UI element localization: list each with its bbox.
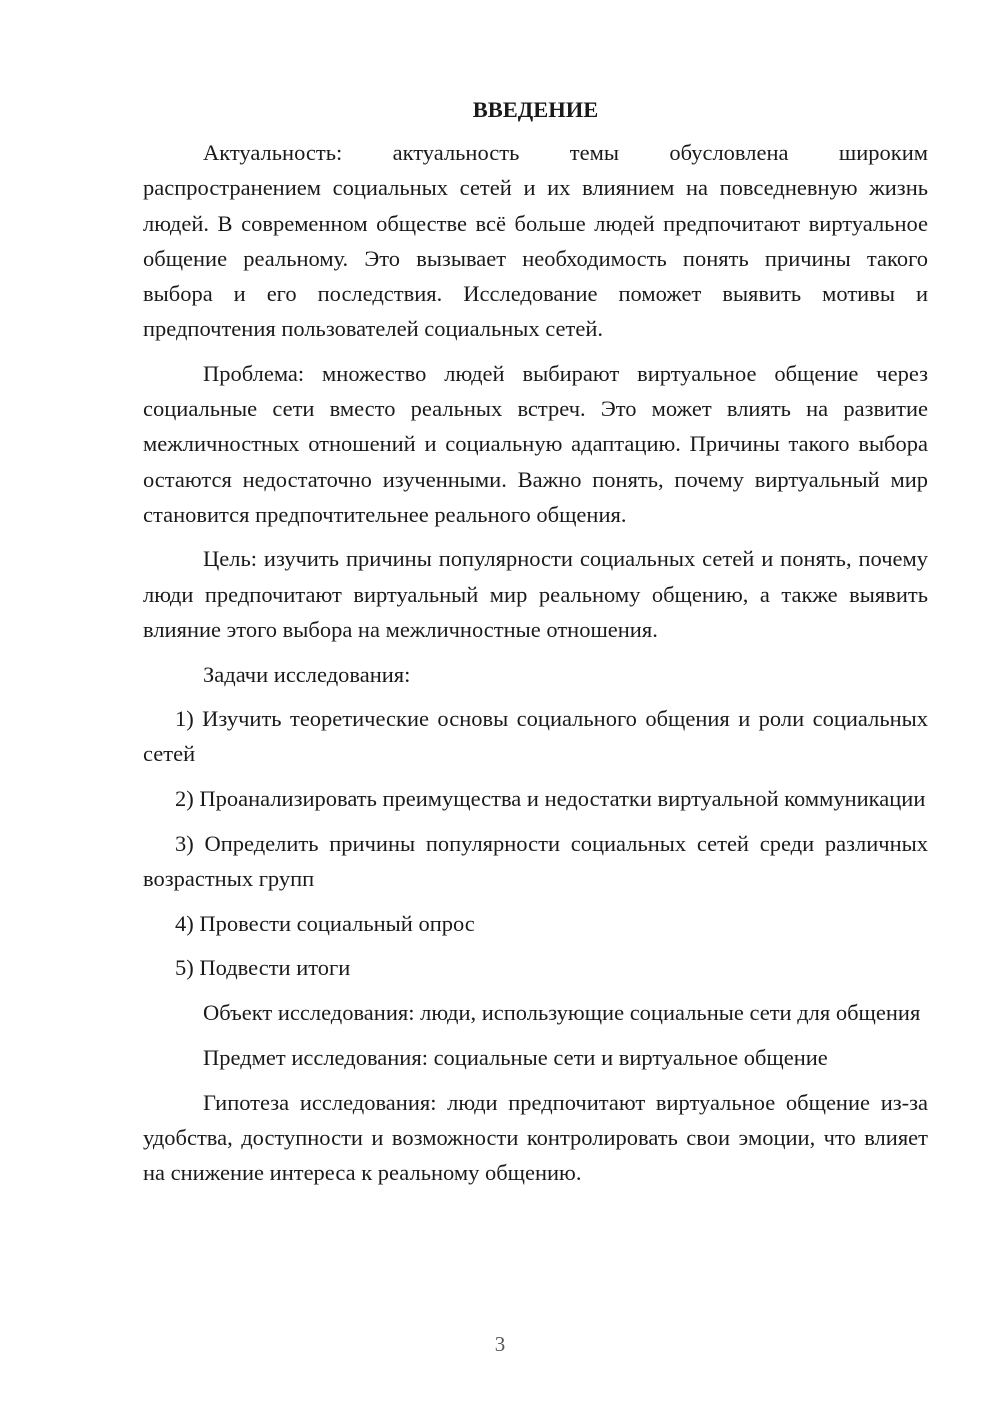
problem-paragraph: Проблема: множество людей выбирают виртуальное общение через социальные сети вместо реальных встреч. Это может влиять на развитие межличностных отношений и социальную адаптацию. Причины такого выбора остаются недостаточно изученными. Важно понять, почему виртуальный мир становится предпочтительнее реального общения. [143,360,928,527]
page-number: 3 [494,1332,506,1356]
task-item-4: 4) Провести социальный опрос [175,910,475,936]
task-item-2: 2) Проанализировать преимущества и недостатки виртуальной коммуникации [175,786,926,812]
task-item-5: 5) Подвести итоги [175,955,351,981]
tasks-heading: Задачи исследования: [203,661,411,687]
goal-paragraph: Цель: изучить причины популярности социальных сетей и понять, почему люди предпочитают виртуальный мир реальному общению, а также выявить влияние этого выбора на межличностные отношения. [143,546,928,642]
relevance-paragraph: Актуальность: актуальность темы обусловлена широким распространением социальных сетей и их влиянием на повседневную жизнь людей. В современном обществе всё больше людей предпочитают виртуальное общение реальному. Это вызывает необходимость понять причины такого выбора и его последствия. Исследование поможет выявить мотивы и предпочтения пользователей социальных сетей. [143,140,928,342]
section-title: ВВЕДЕНИЕ [472,97,599,122]
task-item-1: 1) Изучить теоретические основы социального общения и роли социальных сетей [143,706,928,767]
task-item-3: 3) Определить причины популярности социальных сетей среди различных возрастных групп [143,830,928,892]
object-paragraph: Объект исследования: люди, использующие социальные сети для общения [203,1000,921,1026]
subject-paragraph: Предмет исследования: социальные сети и виртуальное общение [203,1044,828,1070]
document-page [143,92,928,1200]
hypothesis-paragraph: Гипотеза исследования: люди предпочитают виртуальное общение из-за удобства, доступности и возможности контролировать свои эмоции, что влияет на снижение интереса к реальному общению. [143,1089,928,1185]
